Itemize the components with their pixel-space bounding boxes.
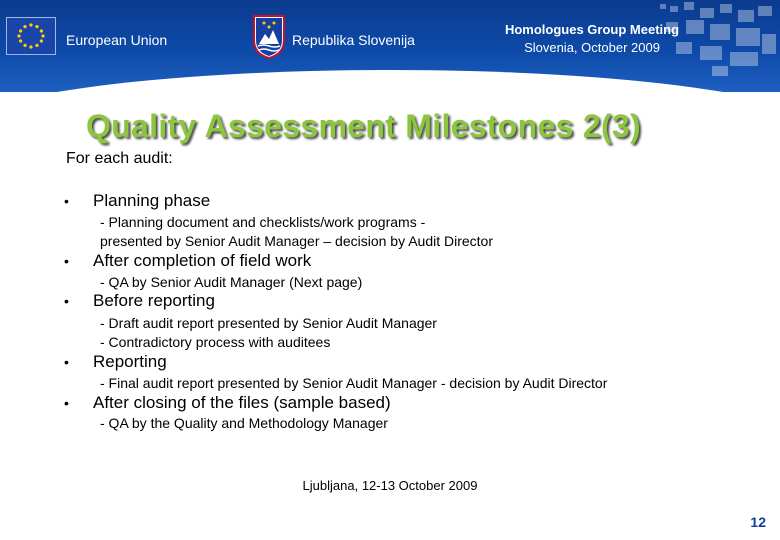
milestone-heading: Reporting <box>93 352 167 371</box>
milestone-detail: - Planning document and checklists/work programs - <box>100 214 426 230</box>
bullet-icon: • <box>64 395 69 411</box>
slovenia-label: Republika Slovenija <box>292 32 415 48</box>
meeting-title: Homologues Group Meeting <box>504 22 680 37</box>
slide-title: Quality Assessment Milestones 2(3) <box>86 108 641 144</box>
meeting-subtitle: Slovenia, October 2009 <box>524 40 660 55</box>
milestone-detail: presented by Senior Audit Manager – decision by Audit Director <box>100 233 494 249</box>
milestone-detail: - Final audit report presented by Senior Audit Manager - decision by Audit Director <box>100 375 608 391</box>
meeting-info <box>480 22 704 55</box>
eu-stars-icon <box>7 18 55 54</box>
footer-location-date: Ljubljana, 12-13 October 2009 <box>302 478 478 493</box>
milestone-heading: Planning phase <box>93 191 211 210</box>
milestone-detail: - QA by the Quality and Methodology Manager <box>100 415 388 431</box>
milestone-heading: After completion of field work <box>93 251 312 270</box>
bullet-icon: • <box>64 293 69 309</box>
page-number: 12 <box>750 514 766 530</box>
bullet-icon: • <box>64 253 69 269</box>
eu-flag-logo <box>6 17 56 55</box>
milestone-heading: After closing of the files (sample based) <box>93 393 391 412</box>
milestone-detail: - Draft audit report presented by Senior Audit Manager <box>100 315 437 331</box>
intro-text: For each audit: <box>66 150 173 167</box>
eu-label: European Union <box>66 32 168 48</box>
bullet-icon: • <box>64 354 69 370</box>
milestone-detail: - QA by Senior Audit Manager (Next page) <box>100 274 363 290</box>
milestone-heading: Before reporting <box>93 291 215 310</box>
bullet-icon: • <box>64 193 69 209</box>
milestone-detail: - Contradictory process with auditees <box>100 334 331 350</box>
slovenia-coat-of-arms-icon <box>252 14 286 60</box>
